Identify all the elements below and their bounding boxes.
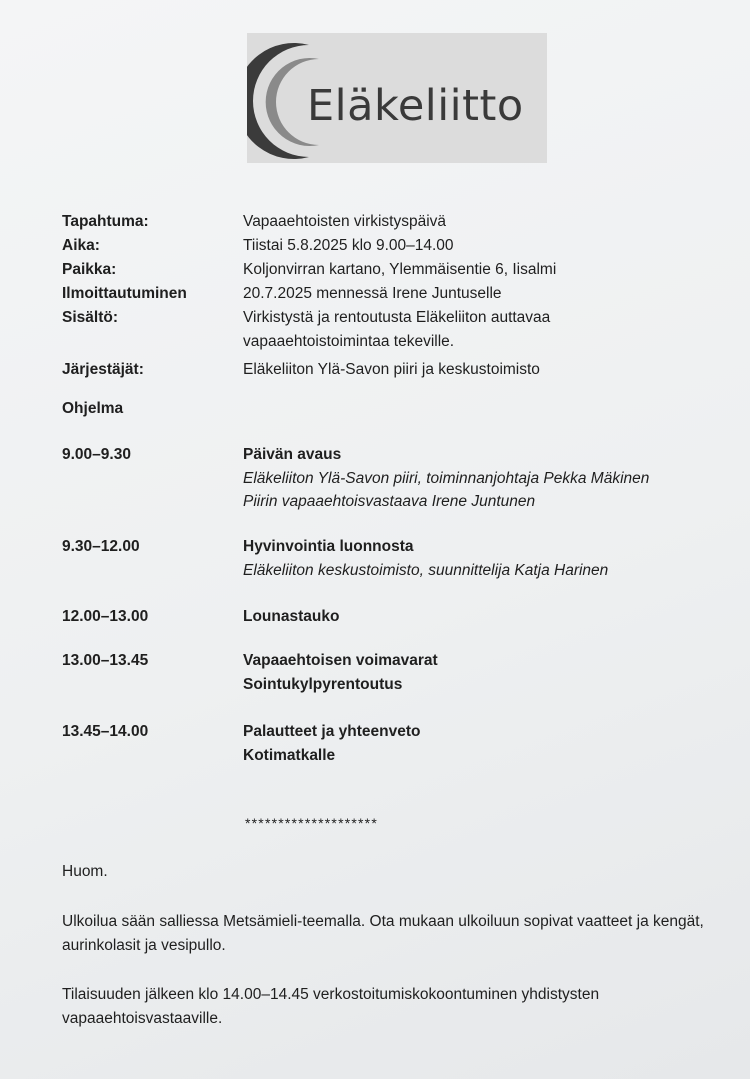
info-value bbox=[243, 306, 722, 354]
program-item bbox=[62, 720, 732, 767]
info-value: Tiistai 5.8.2025 klo 9.00–14.00 bbox=[243, 237, 454, 254]
program-details bbox=[243, 443, 732, 514]
info-value: 20.7.2025 mennessä Irene Juntuselle bbox=[243, 285, 502, 302]
program-item bbox=[62, 649, 732, 696]
program-title: Vapaaehtoisen voimavarat bbox=[243, 652, 438, 669]
program-title: Palautteet ja yhteenveto bbox=[243, 723, 421, 740]
logo-wordmark: Eläkeliitto bbox=[307, 81, 524, 131]
program-speaker: Eläkeliiton Ylä-Savon piiri, toiminnanjohtaja Pekka Mäkinen bbox=[243, 469, 650, 487]
program-item bbox=[62, 443, 732, 514]
logo bbox=[247, 33, 547, 163]
info-key: Tapahtuma: bbox=[62, 213, 149, 230]
info-row-time bbox=[62, 234, 722, 258]
info-row-place bbox=[62, 258, 722, 282]
program-item bbox=[62, 605, 732, 629]
program-details bbox=[243, 605, 732, 629]
info-row-content bbox=[62, 306, 722, 354]
program-title: Hyvinvointia luonnosta bbox=[243, 538, 414, 555]
info-row-registration bbox=[62, 282, 722, 306]
program-time: 9.00–9.30 bbox=[62, 446, 131, 463]
info-row-organizers bbox=[62, 358, 722, 382]
program-title: Sointukylpyrentoutus bbox=[243, 675, 403, 693]
program-details bbox=[243, 720, 732, 767]
info-value: Eläkeliiton Ylä-Savon piiri ja keskustoimisto bbox=[243, 361, 540, 378]
program-time: 12.00–13.00 bbox=[62, 608, 149, 625]
info-value-line: Virkistystä ja rentoutusta Eläkeliiton auttavaa bbox=[243, 309, 551, 326]
notes-paragraph: Ulkoilua sään salliessa Metsämieli-teemalla. Ota mukaan ulkoiluun sopivat vaatteet ja kengät, aurinkolasit ja vesipullo. bbox=[62, 913, 704, 954]
program-details bbox=[243, 649, 732, 696]
program-title: Päivän avaus bbox=[243, 446, 342, 463]
program-title: Lounastauko bbox=[243, 608, 340, 625]
info-key: Aika: bbox=[62, 237, 100, 254]
info-value-line: vapaaehtoistoimintaa tekeville. bbox=[243, 333, 455, 350]
notes-heading: Huom. bbox=[62, 863, 108, 880]
program-time: 9.30–12.00 bbox=[62, 538, 140, 555]
program-title: Kotimatkalle bbox=[243, 746, 336, 764]
separator: ******************** bbox=[245, 815, 378, 831]
program-details bbox=[243, 535, 732, 582]
event-info bbox=[62, 210, 722, 382]
info-key: Paikka: bbox=[62, 261, 117, 278]
info-value: Koljonvirran kartano, Ylemmäisentie 6, Iisalmi bbox=[243, 261, 557, 278]
program-time: 13.45–14.00 bbox=[62, 723, 149, 740]
info-key: Sisältö: bbox=[62, 309, 118, 326]
program-time: 13.00–13.45 bbox=[62, 652, 149, 669]
program-item bbox=[62, 535, 732, 582]
info-key: Järjestäjät: bbox=[62, 361, 144, 378]
program-heading: Ohjelma bbox=[62, 400, 124, 417]
notes-paragraph: Tilaisuuden jälkeen klo 14.00–14.45 verkostoitumiskokoontuminen yhdistysten vapaaehtoisvastaaville. bbox=[62, 986, 600, 1027]
info-value: Vapaaehtoisten virkistyspäivä bbox=[243, 213, 447, 230]
info-row-event bbox=[62, 210, 722, 234]
program-speaker: Piirin vapaaehtoisvastaava Irene Juntunen bbox=[243, 493, 536, 510]
info-key: Ilmoittautuminen bbox=[62, 285, 187, 302]
program-speaker: Eläkeliiton keskustoimisto, suunnittelija Katja Harinen bbox=[243, 561, 609, 579]
